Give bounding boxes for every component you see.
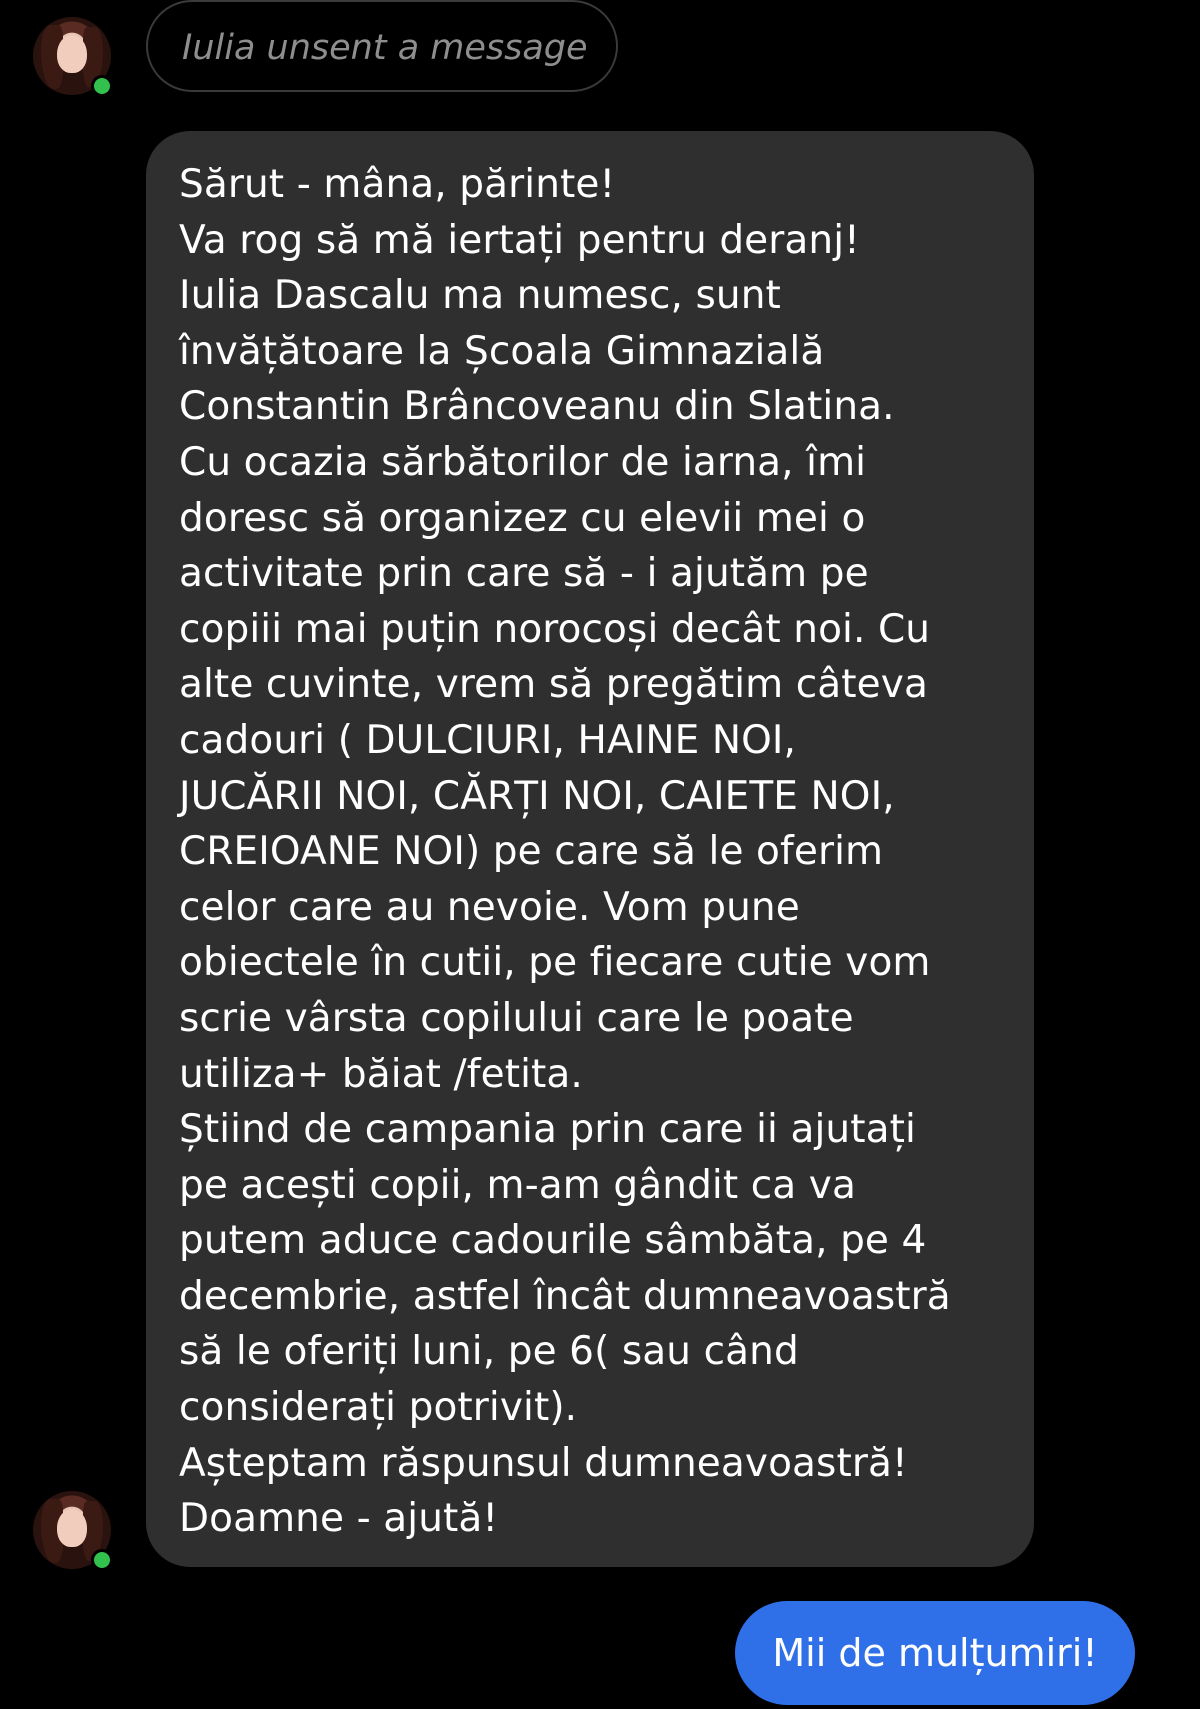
message-text-line: Va rog să mă iertați pentru deranj!	[179, 217, 860, 263]
message-text-line: Doamne - ajută!	[179, 1496, 499, 1542]
message-text-line: utiliza+ băiat /fetita.	[179, 1051, 583, 1097]
message-text-line: copiii mai puțin norocoși decât noi. Cu	[179, 606, 931, 652]
online-status-icon	[91, 75, 113, 97]
message-text-line: Așteptam răspunsul dumneavoastră!	[179, 1440, 908, 1486]
message-text-line: Cu ocazia sărbătorilor de iarna, îmi	[179, 439, 867, 485]
message-text-line: activitate prin care să - i ajutăm pe	[179, 551, 869, 597]
message-text-line: putem aduce cadourile sâmbăta, pe 4	[179, 1218, 927, 1264]
contact-avatar-bottom[interactable]	[33, 1491, 111, 1569]
avatar-face	[57, 1509, 87, 1547]
message-text-line: învățătoare la Școala Gimnazială	[179, 328, 825, 374]
outgoing-message-bubble[interactable]: Mii de mulțumiri!	[735, 1601, 1135, 1705]
avatar-face	[57, 35, 87, 73]
message-text-line: Constantin Brâncoveanu din Slatina.	[179, 384, 895, 430]
message-text-line: alte cuvinte, vrem să pregătim câteva	[179, 662, 928, 708]
contact-avatar-top[interactable]	[33, 17, 111, 95]
message-text-line: JUCĂRII NOI, CĂRȚI NOI, CAIETE NOI,	[179, 773, 895, 819]
message-text-line: să le oferiți luni, pe 6( sau când	[179, 1329, 799, 1375]
message-text-line: scrie vârsta copilului care le poate	[179, 995, 854, 1041]
unsent-message-notice: Iulia unsent a message	[146, 0, 618, 92]
message-text-line: Sărut - mâna, părinte!	[179, 162, 616, 207]
message-text-line: celor care au nevoie. Vom pune	[179, 884, 800, 930]
message-text-line: Știind de campania prin care ii ajutați	[179, 1107, 916, 1153]
incoming-message-bubble[interactable]	[146, 131, 1034, 1567]
message-text-line: CREIOANE NOI) pe care să le oferim	[179, 829, 884, 875]
message-text-line: Iulia Dascalu ma numesc, sunt	[179, 273, 781, 319]
message-text-line: considerați potrivit).	[179, 1385, 578, 1431]
message-text-line: doresc să organizez cu elevii mei o	[179, 495, 866, 541]
message-text-line: obiectele în cutii, pe fiecare cutie vom	[179, 940, 931, 986]
message-text-line: decembrie, astfel încât dumneavoastră	[179, 1273, 951, 1319]
online-status-icon	[91, 1549, 113, 1571]
message-text-line: cadouri ( DULCIURI, HAINE NOI,	[179, 717, 797, 763]
message-text-line: pe acești copii, m-am gândit ca va	[179, 1162, 856, 1208]
